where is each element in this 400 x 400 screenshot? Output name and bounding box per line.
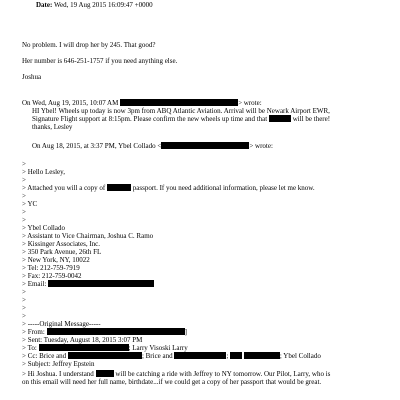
- sig-email: [22, 280, 154, 288]
- sig-address-1: > 350 Park Avenue, 26th FL: [22, 248, 102, 256]
- body-text: > Hi Joshua. I understand: [22, 370, 94, 378]
- quoted-blank: >: [22, 216, 26, 224]
- redaction-box: [244, 352, 280, 359]
- cc-label: > Cc: Brice and: [22, 352, 67, 360]
- quoted-blank: >: [22, 208, 26, 216]
- original-cc: > Cc: Brice and ; Brice and ; ; Ybel Collado: [22, 352, 321, 360]
- cc-text: ; Brice and: [141, 352, 173, 360]
- quoted-attached: [22, 184, 315, 192]
- sig-name: > Ybel Collado: [22, 224, 65, 232]
- redaction-box: [269, 115, 291, 122]
- date-header: [36, 1, 153, 9]
- date-label: Date:: [36, 1, 53, 9]
- attached-text-end: passport. If you need additional information, please let me know.: [132, 184, 315, 192]
- sig-fax: > Fax: 212-759-0042: [22, 272, 82, 280]
- redaction-box: [107, 184, 131, 191]
- date-value: Wed, 19 Aug 2015 16:09:47 +0000: [53, 1, 153, 9]
- attached-text: > Attached you will a copy of: [22, 184, 106, 192]
- quoted-blank: >: [22, 192, 26, 200]
- quoted-blank: >: [22, 160, 26, 168]
- original-divider: > -----Original Message-----: [22, 320, 101, 328]
- redaction-box: [230, 352, 242, 359]
- cc-text-end: ; Ybel Collado: [279, 352, 321, 360]
- quote1-attribution: [22, 99, 262, 107]
- original-body-2: on this email will need her full name, birthdate...if we could get a copy of her passport that would be great.: [22, 378, 322, 386]
- body-text-end: will be catching a ride with Jeffrey to NY tomorrow. Our Pilot, Larry, who is: [115, 370, 331, 378]
- attribution-text: On Wed, Aug 19, 2015, 10:07 AM: [22, 99, 119, 107]
- redaction-box: [120, 99, 238, 106]
- quote1-body-2: [32, 115, 330, 123]
- quote2-attribution: [32, 142, 273, 150]
- redaction-box: [96, 370, 114, 377]
- original-subject: > Subject: Jeffrey Epstein: [22, 360, 95, 368]
- quoted-hello: > Hello Lesley,: [22, 168, 65, 176]
- sig-company: > Kissinger Associates, Inc.: [22, 240, 101, 248]
- redaction-box: [161, 142, 249, 149]
- sig-tel: > Tel: 212-759-7919: [22, 264, 80, 272]
- original-from: > From: ]: [22, 328, 187, 336]
- original-sent: > Sent: Tuesday, August 18, 2015 3:07 PM: [22, 336, 143, 344]
- quoted-yc: > YC: [22, 200, 38, 208]
- email-label: > Email:: [22, 280, 47, 288]
- attribution-end: > wrote:: [249, 142, 273, 150]
- redaction-box: [48, 280, 154, 287]
- attribution-text: On Aug 18, 2015, at 3:37 PM, Ybel Collado <: [32, 142, 162, 150]
- redaction-box: [68, 352, 142, 359]
- redaction-box: [39, 344, 129, 351]
- quoted-blank: >: [22, 304, 26, 312]
- redaction-box: [174, 352, 226, 359]
- from-label: > From:: [22, 328, 45, 336]
- quoted-blank: >: [22, 288, 26, 296]
- reply-signoff: Joshua: [22, 73, 42, 81]
- reply-line-1: No problem. I will drop her by 245. That good?: [22, 41, 156, 49]
- reply-line-2: Her number is 646-251-1757 if you need anything else.: [22, 57, 178, 65]
- to-label: > To:: [22, 344, 37, 352]
- quoted-blank: >: [22, 312, 26, 320]
- quote1-body-1: HI Ybel! Wheels up today is now 3pm from ABQ Atlantic Aviation. Arrival will be Newark Airport EWR,: [32, 107, 330, 115]
- attribution-end: > wrote:: [238, 99, 262, 107]
- quoted-blank: >: [22, 176, 26, 184]
- body-text-end: will be there!: [292, 115, 331, 123]
- original-body-1: [22, 370, 330, 378]
- body-text: Signature Flight support at 8:15pm. Please confirm the new wheels up time and that: [32, 115, 268, 123]
- sig-address-2: > New York, NY, 10022: [22, 256, 90, 264]
- redaction-box: [47, 328, 185, 335]
- sig-title: > Assistant to Vice Chairman, Joshua C. Ramo: [22, 232, 154, 240]
- to-text: ; Larry Visoski Larry: [128, 344, 188, 352]
- quoted-blank: >: [22, 296, 26, 304]
- original-to: [22, 344, 188, 352]
- quote1-body-3: thanks, Lesley: [32, 123, 73, 131]
